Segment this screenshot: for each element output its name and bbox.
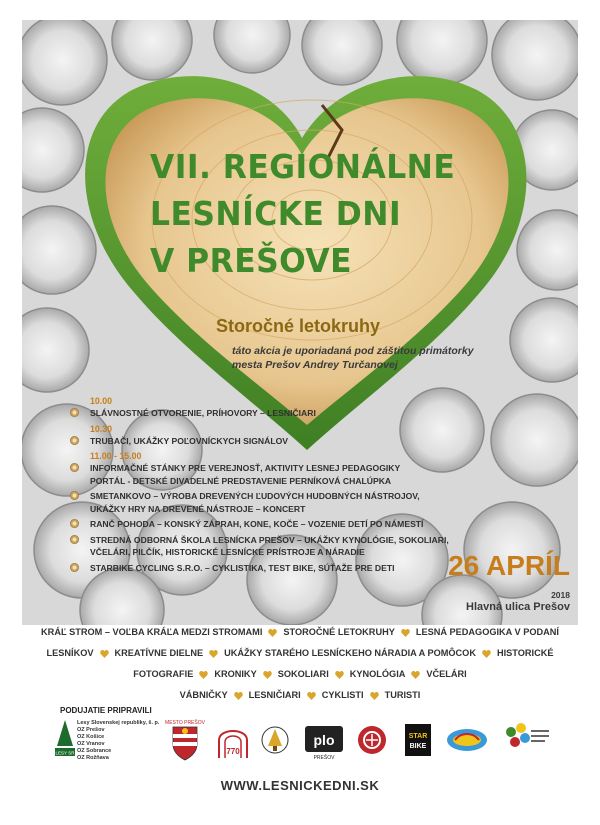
activities-list (22, 622, 578, 706)
activity-line (22, 622, 578, 643)
lesy-line: OZ Vranov (77, 741, 105, 747)
ring-bullet-icon (70, 491, 79, 500)
program-text: PORTÁL - DETSKÉ DIVADELNÉ PREDSTAVENIE PERNÍKOVÁ CHALÚPKA (90, 475, 392, 486)
program-item (70, 490, 450, 515)
ring-bullet-icon (70, 436, 79, 445)
event-subtitle: Storočné letokruhy (216, 316, 381, 336)
activity-item: LESNIČIARI (248, 690, 301, 700)
activity-item: VČELÁRI (426, 669, 467, 679)
program-text: SLÁVNOSTNÉ OTVORENIE, PRÍHOVORY – LESNIČIARI (90, 408, 316, 418)
program-text: TRUBAČI, UKÁŽKY POĽOVNÍCKYCH SIGNÁLOV (90, 435, 288, 446)
title-line-3: V PREŠOVE (150, 241, 353, 280)
activity-item: HISTORICKÉ (496, 648, 554, 658)
ring-bullet-icon (70, 408, 79, 417)
ring-bullet-icon (70, 563, 79, 572)
activity-item: UKÁŽKY STARÉHO LESNÍCKEHO NÁRADIA A POMÔCOK (224, 648, 476, 658)
sponsor-logos (55, 718, 555, 768)
lesy-line: OZ Prešov (77, 727, 105, 733)
school-emblem-logo (355, 718, 389, 762)
lesy-line: OZ Košice (77, 734, 105, 740)
title-line-2: LESNÍCKE DNI (150, 194, 402, 233)
activity-item: KRONIKY (214, 669, 257, 679)
website-link[interactable]: WWW.LESNICKEDNI.SK (220, 778, 380, 793)
ring-bullet-icon (70, 463, 79, 472)
lesy-line: OZ Rožňava (77, 755, 109, 761)
activity-item: FOTOGRAFIE (133, 669, 194, 679)
heart-icon (209, 650, 218, 658)
forest-pedagogy-logo (501, 718, 551, 762)
program-item (70, 462, 450, 487)
heart-icon (234, 692, 243, 700)
program-time: 10.30 (90, 423, 113, 434)
activity-item: KRÁĽ STROM – VOĽBA KRÁĽA MEDZI STROMAMI (41, 627, 263, 637)
starbike-logo (403, 718, 433, 762)
sponsors-heading: PODUJATIE PRIPRAVILI (60, 706, 152, 715)
program-text: VČELÁRI, PILČÍK, HISTORICKÉ LESNÍCKE PRÍSTROJE A NÁRADIE (90, 547, 365, 557)
lesy-line: Lesy Slovenskej republiky, š. p. (77, 720, 160, 726)
plo-sub-label: PREŠOV (313, 755, 335, 761)
heart-icon (401, 629, 410, 637)
program-time: 10.00 (90, 396, 113, 406)
patron-line-2: mesta Prešov Andrey Turčanovej (232, 359, 398, 371)
heart-icon (263, 671, 272, 679)
activity-item: LESNÍKOV (46, 648, 94, 658)
plo-presov-logo (303, 718, 345, 762)
event-year: 2018 (551, 590, 570, 600)
program-item (70, 407, 450, 420)
program-item (70, 518, 450, 531)
program-text: STREDNÁ ODBORNÁ ŠKOLA LESNÍCKA PREŠOV – UKÁŽKY KYNOLÓGIE, SOKOLIARI, (90, 534, 449, 545)
program-item (70, 562, 450, 575)
program-time: 11.00 - 15.00 (90, 451, 142, 461)
event-date: 26 APRÍL (448, 550, 570, 581)
activity-line (22, 664, 578, 685)
heart-icon (268, 629, 277, 637)
activity-item: LESNÁ PEDAGOGIKA V PODANÍ (415, 627, 559, 637)
tree-icon (55, 718, 75, 758)
title-line-1: VII. REGIONÁLNE (150, 147, 456, 186)
activity-item: TURISTI (384, 690, 421, 700)
heart-icon (307, 692, 316, 700)
ranch-logo (445, 718, 489, 762)
plo-label: plo (313, 732, 335, 748)
heart-icon (411, 671, 420, 679)
years-label: 770 (226, 747, 240, 756)
program-text: UKÁŽKY HRY NA DREVENÉ NÁSTROJE – KONCERT (90, 503, 306, 514)
heart-icon (199, 671, 208, 679)
program-text: SMETANKOVO – VÝROBA DREVENÝCH ĽUDOVÝCH HUDOBNÝCH NÁSTROJOV, (90, 491, 420, 501)
patron-line-1: táto akcia je uporiadaná pod záštitou primátorky (232, 345, 474, 357)
activity-item: KYNOLÓGIA (349, 669, 406, 679)
program-text: RANČ POHODA – KONSKÝ ZÁPRAH, KONE, KOČE – VOZENIE DETÍ PO NÁMESTÍ (90, 519, 424, 529)
bike-label: BIKE (409, 743, 427, 750)
program-item (70, 435, 450, 448)
activity-item: KREATÍVNE DIELNE (114, 648, 204, 658)
heart-icon (335, 671, 344, 679)
activity-item: VÁBNIČKY (179, 690, 228, 700)
program-text: INFORMAČNÉ STÁNKY PRE VEREJNOSŤ, AKTIVITY LESNEJ PEDAGOGIKY (90, 463, 401, 473)
ring-bullet-icon (70, 535, 79, 544)
program-text: STARBIKE CYCLING S.R.O. – CYKLISTIKA, TEST BIKE, SÚŤAŽE PRE DETI (90, 562, 395, 573)
presov-coat-of-arms-logo (165, 718, 205, 762)
event-title (150, 143, 511, 284)
activity-line (22, 643, 578, 664)
presov-770-logo (213, 718, 253, 762)
activity-line (22, 685, 578, 706)
patronage-note (232, 344, 474, 372)
heart-icon (482, 650, 491, 658)
forest-emblem-logo (260, 718, 290, 762)
lesy-line: OZ Sobrance (77, 748, 112, 754)
activity-item: CYKLISTI (321, 690, 364, 700)
event-place: Hlavná ulica Prešov (466, 601, 570, 613)
starbike-label: STAR (408, 733, 428, 740)
mesto-label: MESTO PREŠOV (165, 720, 205, 726)
lesy-text (77, 720, 159, 762)
ring-bullet-icon (70, 519, 79, 528)
heart-icon (100, 650, 109, 658)
program-list (70, 395, 450, 577)
program-item (70, 534, 450, 559)
activity-item: STOROČNÉ LETOKRUHY (283, 627, 395, 637)
lesy-badge-text: LESY SR (55, 750, 75, 756)
heart-icon (370, 692, 379, 700)
activity-item: SOKOLIARI (277, 669, 329, 679)
